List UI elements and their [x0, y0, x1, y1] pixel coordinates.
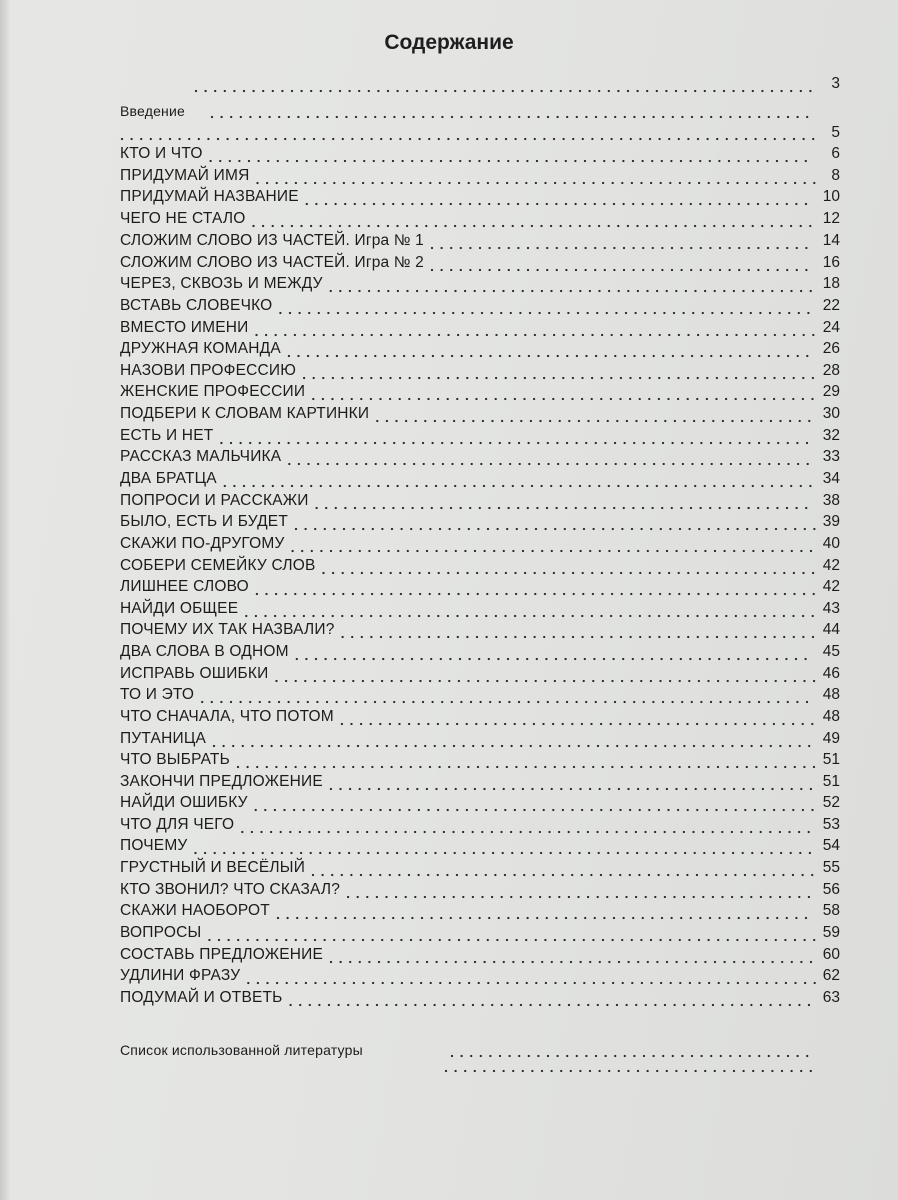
toc-entry-page: 33 [822, 448, 840, 465]
toc-entry-page: 10 [822, 188, 840, 205]
toc-entry-title: ПОЧЕМУ ИХ ТАК НАЗВАЛИ? [120, 621, 335, 638]
toc-entry-title: ИСПРАВЬ ОШИБКИ [120, 665, 269, 682]
toc-entry-page: 18 [822, 275, 840, 292]
toc-entry-title: НАЙДИ ОШИБКУ [120, 794, 248, 811]
toc-entry-title: РАССКАЗ МАЛЬЧИКА [120, 448, 282, 465]
toc-entry-page: 62 [822, 967, 840, 984]
toc-entry-page: 49 [822, 730, 840, 747]
toc-entry-title: ЧЕГО НЕ СТАЛО [120, 210, 246, 227]
toc-entry-page: 12 [822, 210, 840, 227]
toc-entry-title: ЧТО ВЫБРАТЬ [120, 751, 230, 768]
toc-entry-page: 42 [822, 557, 840, 574]
page-title: Содержание [384, 31, 514, 54]
toc-entry-title: КТО ЗВОНИЛ? ЧТО СКАЗАЛ? [120, 881, 341, 898]
toc-entry-page: 55 [822, 859, 840, 876]
toc-entry-title: СЛОЖИМ СЛОВО ИЗ ЧАСТЕЙ. Игра № 1 [120, 232, 425, 249]
toc-entry-page: 6 [831, 145, 840, 162]
toc-entry-page: 52 [822, 794, 840, 811]
toc-entry-page: 22 [822, 297, 840, 314]
toc-entry-page: 48 [822, 686, 840, 703]
toc-entry-title: ДРУЖНАЯ КОМАНДА [120, 340, 281, 357]
toc-entry-title: ВОПРОСЫ [120, 924, 202, 941]
toc-entry-page: 39 [822, 513, 840, 530]
toc-entry-page: 16 [822, 254, 840, 271]
toc-entry-page: 51 [822, 773, 840, 790]
toc-entry-page: 8 [831, 167, 840, 184]
toc-entry-title: СОБЕРИ СЕМЕЙКУ СЛОВ [120, 557, 316, 574]
toc-entry-title: ПОДУМАЙ И ОТВЕТЬ [120, 989, 283, 1006]
toc-entry-title: ПУТАНИЦА [120, 730, 207, 747]
toc-entry-title: ЧЕРЕЗ, СКВОЗЬ И МЕЖДУ [120, 275, 323, 292]
toc-entry-title: СОСТАВЬ ПРЕДЛОЖЕНИЕ [120, 946, 324, 963]
toc-entry-title: Список использованной литературы [120, 1042, 363, 1058]
toc-entry-title: ЛИШНЕЕ СЛОВО [120, 578, 249, 595]
toc-entry-title: ЖЕНСКИЕ ПРОФЕССИИ [120, 383, 306, 400]
toc-entry-title: ДВА СЛОВА В ОДНОМ [120, 643, 289, 660]
toc-entry-page: 59 [822, 924, 840, 941]
toc-entry-title: Введение [120, 103, 185, 119]
toc-entry-title: ВСТАВЬ СЛОВЕЧКО [120, 297, 273, 314]
toc-entry-page: 29 [822, 383, 840, 400]
toc-entry-page: 42 [822, 578, 840, 595]
toc-entry-page: 48 [822, 708, 840, 725]
toc-entry-page: 38 [822, 492, 840, 509]
toc-entry-title: БЫЛО, ЕСТЬ И БУДЕТ [120, 513, 289, 530]
toc-entry-page: 45 [822, 643, 840, 660]
toc-entry-title: ЧТО ДЛЯ ЧЕГО [120, 816, 235, 833]
toc-entry-page: 46 [822, 665, 840, 682]
toc-entry-title: ЗАКОНЧИ ПРЕДЛОЖЕНИЕ [120, 773, 323, 790]
toc-entry-title: ЕСТЬ И НЕТ [120, 427, 214, 444]
toc-entry-page: 28 [822, 362, 840, 379]
toc-entry-page: 26 [822, 340, 840, 357]
toc-entry-page: 34 [822, 470, 840, 487]
toc-entry-page: 63 [822, 989, 840, 1006]
toc-entry-page: 43 [822, 600, 840, 617]
toc-entry-title: ПОЧЕМУ [120, 837, 188, 854]
toc-entry-page: 5 [831, 124, 840, 141]
toc-entry-title: СЛОЖИМ СЛОВО ИЗ ЧАСТЕЙ. Игра № 2 [120, 254, 425, 271]
toc-entry-title: ТО И ЭТО [120, 686, 195, 703]
toc-entry-title: ДВА БРАТЦА [120, 470, 217, 487]
toc-entry-page: 32 [822, 427, 840, 444]
toc-entry-page: 53 [822, 816, 840, 833]
toc-entry-page: 51 [822, 751, 840, 768]
toc-entry-page: 60 [822, 946, 840, 963]
toc-entry-title: ПРИДУМАЙ ИМЯ [120, 167, 250, 184]
toc-entry-title: ВМЕСТО ИМЕНИ [120, 319, 249, 336]
toc-entry-title: ГРУСТНЫЙ И ВЕСЁЛЫЙ [120, 859, 306, 876]
toc-entry-title: ПРИДУМАЙ НАЗВАНИЕ [120, 188, 299, 205]
toc-entry-title: НАЗОВИ ПРОФЕССИЮ [120, 362, 297, 379]
toc-entry-page: 44 [822, 621, 840, 638]
toc-entry-page: 54 [822, 837, 840, 854]
toc-entry-page: 24 [822, 319, 840, 336]
toc-entry-page: 14 [822, 232, 840, 249]
toc-entry-page: 30 [822, 405, 840, 422]
toc-entry-page: 58 [822, 902, 840, 919]
toc-entry-page: 56 [822, 881, 840, 898]
toc-entry-page: 40 [822, 535, 840, 552]
toc-entry-title: СКАЖИ НАОБОРОТ [120, 902, 270, 919]
toc-entry-page: 3 [831, 75, 840, 92]
toc-entry-title: КТО И ЧТО [120, 145, 203, 162]
toc-entry-title: ЧТО СНАЧАЛА, ЧТО ПОТОМ [120, 708, 334, 725]
toc-entry-title: НАЙДИ ОБЩЕЕ [120, 600, 239, 617]
toc-entry-title: ПОПРОСИ И РАССКАЖИ [120, 492, 309, 509]
toc-entry-title: СКАЖИ ПО-ДРУГОМУ [120, 535, 285, 552]
toc-entry-title: ПОДБЕРИ К СЛОВАМ КАРТИНКИ [120, 405, 370, 422]
toc-entry-title: УДЛИНИ ФРАЗУ [120, 967, 241, 984]
